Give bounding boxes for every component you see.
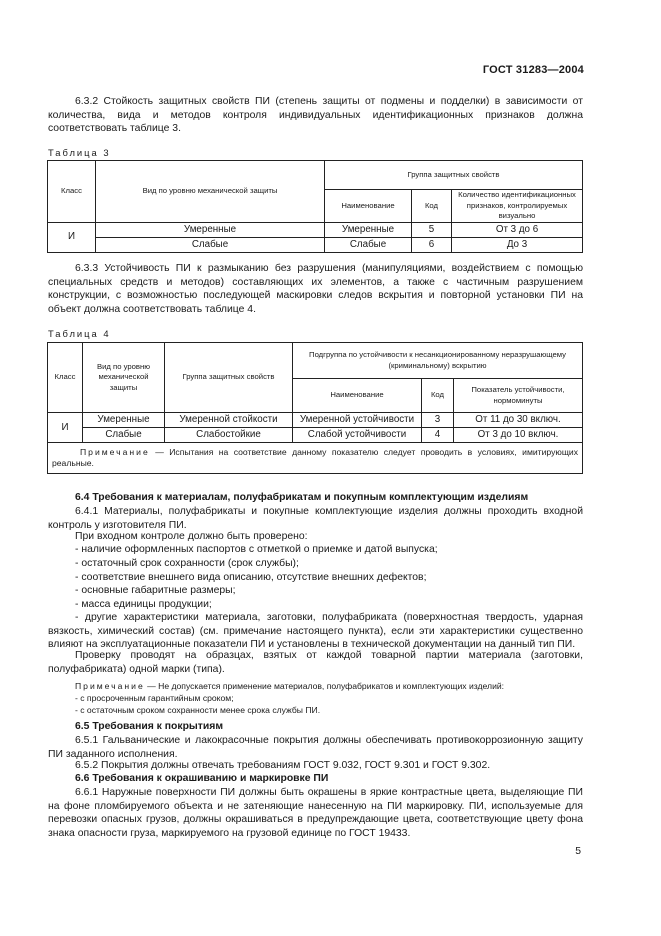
table-cell: Умеренной устойчивости — [293, 413, 422, 428]
table-cell: Умеренные — [96, 222, 325, 237]
table-4-note — [48, 443, 583, 474]
table-row — [48, 222, 583, 237]
table-cell: Слабые — [325, 237, 412, 252]
table-cell: 6 — [412, 237, 452, 252]
table-3-header-count: Количество идентификационных признаков, контролируемых визуально — [452, 190, 583, 223]
check-list-item-1: - наличие оформленных паспортов с отметкой о приемке и датой выпуска; — [75, 544, 438, 555]
note-text: — Испытания на соответствие данному показателю следует проводить в условиях, имитирующих реальные. — [52, 446, 579, 468]
table-3-header-group: Группа защитных свойств — [325, 161, 583, 190]
table-3-caption: Таблица 3 — [48, 147, 111, 158]
table-cell: Слабой устойчивости — [293, 428, 422, 443]
note-label: Примечание — [80, 446, 150, 457]
check-list-item-5: - масса единицы продукции; — [75, 599, 212, 610]
table-cell: 4 — [422, 428, 454, 443]
table-3-header-code: Код — [412, 190, 452, 223]
table-cell: От 11 до 30 включ. — [454, 413, 583, 428]
paragraph-6-5-2: 6.5.2 Покрытия должны отвечать требованиям ГОСТ 9.032, ГОСТ 9.301 и ГОСТ 9.302. — [75, 760, 491, 771]
paragraph-6-3-2: 6.3.2 Стойкость защитных свойств ПИ (степень защиты от подмены и подделки) в зависимости от количества, вида и методов контроля индивидуальных идентификационных признаков должна соответствовать таблице 3. — [48, 96, 583, 135]
paragraph-6-4-1: 6.4.1 Материалы, полуфабрикаты и покупные комплектующие изделия должны проходить входной контроль у изготовителя ПИ. — [48, 506, 583, 531]
table-4-caption: Таблица 4 — [48, 328, 111, 339]
table-cell: Слабые — [83, 428, 165, 443]
table-3-class-cell: И — [48, 222, 96, 252]
table-cell: Слабые — [96, 237, 325, 252]
table-cell: 3 — [422, 413, 454, 428]
table-4-header-name: Наименование — [293, 379, 422, 413]
section-6-5-heading: 6.5 Требования к покрытиям — [75, 721, 224, 732]
table-4-header-subgroup: Подгруппа по устойчивости к несанкционированному неразрушающему (криминальному) вскрытию — [293, 343, 583, 379]
table-4-header-index: Показатель устойчивости, нормоминуты — [454, 379, 583, 413]
note-item-1: - с просроченным гарантийным сроком; — [75, 693, 234, 703]
table-cell: До 3 — [452, 237, 583, 252]
table-cell: От 3 до 6 — [452, 222, 583, 237]
table-3-header-type: Вид по уровню механической защиты — [96, 161, 325, 223]
section-6-4-heading: 6.4 Требования к материалам, полуфабрикатам и покупным комплектующим изделиям — [75, 492, 529, 503]
table-cell: Умеренные — [83, 413, 165, 428]
check-list-item-2: - остаточный срок сохранности (срок службы); — [75, 558, 299, 569]
paragraph-6-6-1: 6.6.1 Наружные поверхности ПИ должны быть окрашены в яркие контрастные цвета, выделяющие ПИ на фоне пломбируемого объекта и не затеняющие нанесенную на ПИ маркировку. ПИ, используемые для перевозки опасных грузов, должны окрашиваться в предупреждающие цвета, соответствующие цвету фона знака опасности груза, маркируемого на грузовой единице по ГОСТ 19433. — [48, 787, 583, 839]
standard-number: ГОСТ 31283—2004 — [482, 64, 584, 76]
table-cell: Умеренные — [325, 222, 412, 237]
section-6-6-heading: 6.6 Требования к окрашиванию и маркировке ПИ — [75, 773, 329, 784]
table-4-header-code: Код — [422, 379, 454, 413]
check-list-item-3: - соответствие внешнего вида описанию, отсутствие внешних дефектов; — [75, 572, 427, 583]
table-row — [48, 237, 583, 252]
paragraph-6-3-3: 6.3.3 Устойчивость ПИ к размыканию без разрушения (манипуляциями, воздействием с помощью специальных средств и методов) составляющих их элементов, а также с частичным разрушением конструкции, с возможностью последующей маскировки следов вскрытия и повторной установки ПИ на объект должна соответствовать таблице 4. — [48, 263, 583, 315]
check-intro: При входном контроле должно быть проверено: — [75, 531, 308, 542]
table-cell: 5 — [412, 222, 452, 237]
table-cell: От 3 до 10 включ. — [454, 428, 583, 443]
table-4-class-cell: И — [48, 413, 83, 443]
note-text: — Не допускается применение материалов, полуфабрикатов и комплектующих изделий: — [144, 681, 505, 691]
page-number: 5 — [575, 846, 581, 857]
table-4-header-group: Группа защитных свойств — [165, 343, 293, 413]
table-row — [48, 413, 583, 428]
table-3 — [47, 160, 583, 253]
table-3-header-name: Наименование — [325, 190, 412, 223]
table-cell: Умеренной стойкости — [165, 413, 293, 428]
note-item-2: - с остаточным сроком сохранности менее срока службы ПИ. — [75, 705, 321, 715]
paragraph-check-samples: Проверку проводят на образцах, взятых от каждой товарной партии материала (заготовки, полуфабриката) одной марки (типа). — [48, 650, 583, 675]
table-cell: Слабостойкие — [165, 428, 293, 443]
table-4 — [47, 342, 583, 474]
paragraph-6-5-1: 6.5.1 Гальванические и лакокрасочные покрытия должны обеспечивать противокоррозионную защиту ПИ заданного исполнения. — [48, 735, 583, 760]
section-6-4-note — [48, 681, 583, 693]
table-4-header-type: Вид по уровню механической защиты — [83, 343, 165, 413]
check-list-item-4: - основные габаритные размеры; — [75, 585, 236, 596]
table-4-header-class: Класс — [48, 343, 83, 413]
table-3-header-class: Класс — [48, 161, 96, 223]
check-list-item-other: - другие характеристики материала, заготовки, полуфабриката (поверхностная твердость, ударная вязкость, химический состав) (см. примечание настоящего пункта), если эти характеристики существенно влияют на эксплуатационные показатели ПИ и установлены в технической документации на данный тип ПИ. — [48, 612, 583, 651]
table-row — [48, 428, 583, 443]
note-label: Примечание — [75, 681, 145, 691]
